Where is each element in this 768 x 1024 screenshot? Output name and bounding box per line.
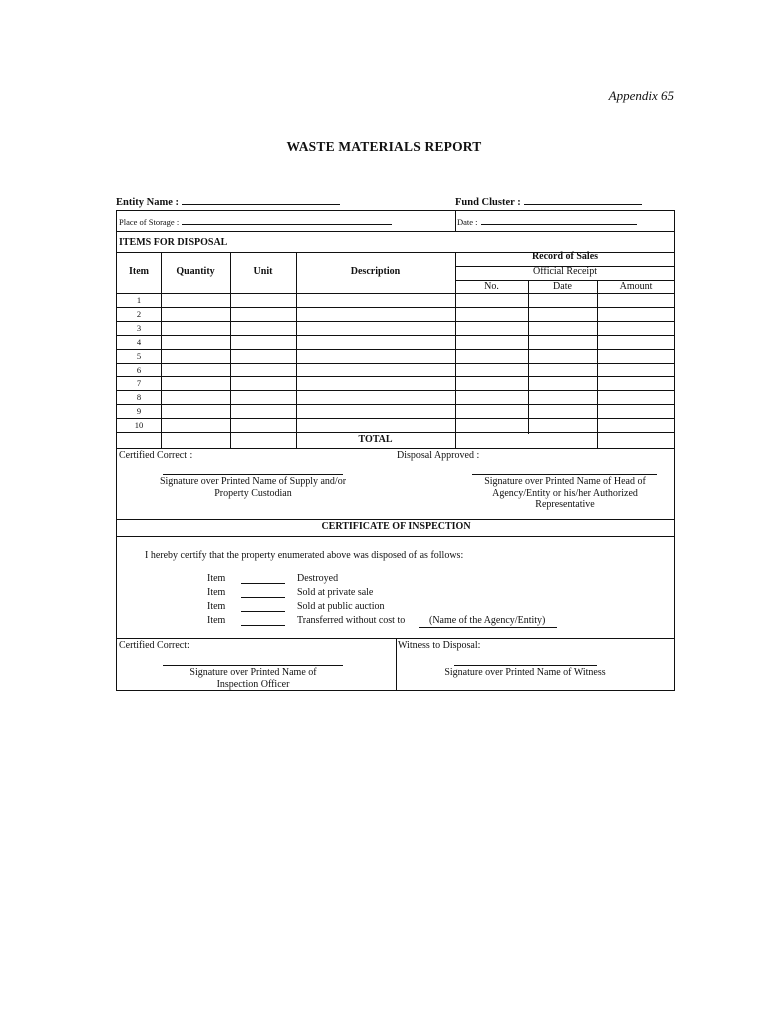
entity-name-label: Entity Name : <box>116 197 179 208</box>
signature-line-witness[interactable] <box>454 665 597 666</box>
divider <box>528 280 529 434</box>
divider <box>455 211 456 231</box>
disposal-quantity-blank[interactable] <box>241 583 285 584</box>
record-of-sales-header: Record of Sales <box>531 251 599 262</box>
row-number: 2 <box>136 308 142 319</box>
divider <box>117 231 674 232</box>
col-no-header: No. <box>484 281 499 292</box>
disposal-quantity-blank[interactable] <box>241 611 285 612</box>
official-receipt-header: Official Receipt <box>533 266 597 277</box>
agency-name-field[interactable]: (Name of the Agency/Entity) <box>419 615 557 628</box>
fund-cluster-line <box>524 194 642 205</box>
table-row[interactable] <box>117 376 674 377</box>
signature-caption-witness: Signature over Printed Name of Witness <box>444 667 606 678</box>
report-form <box>116 210 675 691</box>
disposal-approved-label: Disposal Approved : <box>397 450 480 461</box>
disposal-option-label: Destroyed <box>297 573 339 584</box>
signature-line-custodian[interactable] <box>163 474 343 475</box>
row-number: 6 <box>136 364 142 375</box>
certified-correct-label: Certified Correct : <box>119 450 193 461</box>
divider <box>117 519 674 520</box>
appendix-label: Appendix 65 <box>608 88 674 103</box>
entity-name-line <box>182 194 340 205</box>
row-number: 10 <box>134 420 144 431</box>
col-item-header: Item <box>129 266 149 277</box>
row-number: 3 <box>136 322 142 333</box>
disposal-item-label: Item <box>207 615 226 626</box>
date-line <box>481 216 637 225</box>
disposal-item-label: Item <box>207 601 226 612</box>
table-row[interactable] <box>117 349 674 350</box>
col-date-header: Date <box>553 281 572 292</box>
table-row[interactable] <box>117 390 674 391</box>
row-number: 5 <box>136 350 142 361</box>
row-number: 7 <box>136 378 142 389</box>
total-label: TOTAL <box>358 434 393 445</box>
signature-line-head[interactable] <box>472 474 657 475</box>
disposal-option-label: Sold at public auction <box>297 601 385 612</box>
entity-name-field[interactable] <box>116 194 340 208</box>
row-number: 1 <box>136 295 142 305</box>
place-of-storage-label: Place of Storage : <box>119 217 180 227</box>
row-number: 8 <box>136 392 142 403</box>
disposal-quantity-blank[interactable] <box>241 597 285 598</box>
place-of-storage-field[interactable] <box>119 216 392 227</box>
table-row[interactable] <box>117 363 674 364</box>
disposal-item-label: Item <box>207 587 226 598</box>
row-number: 9 <box>136 406 142 417</box>
items-for-disposal-heading: ITEMS FOR DISPOSAL <box>119 237 228 248</box>
row-number: 4 <box>136 336 142 347</box>
table-row[interactable] <box>117 418 674 419</box>
inspection-certified-correct-label: Certified Correct: <box>119 640 190 651</box>
signature-caption-inspection-officer: Signature over Printed Name of Inspection Officer <box>189 667 317 690</box>
table-row[interactable] <box>117 335 674 336</box>
signature-caption-head: Signature over Printed Name of Head of Agency/Entity or his/her Authorized Representative <box>484 476 646 510</box>
col-quantity-header: Quantity <box>176 266 215 277</box>
page-title: WASTE MATERIALS REPORT <box>286 139 482 154</box>
divider <box>597 280 598 448</box>
witness-label: Witness to Disposal: <box>398 640 481 651</box>
date-label: Date : <box>457 217 478 227</box>
inspection-statement: I hereby certify that the property enumerated above was disposed of as follows: <box>145 550 464 561</box>
signature-line-inspection-officer[interactable] <box>163 665 343 666</box>
divider <box>396 638 397 690</box>
disposal-item-label: Item <box>207 573 226 584</box>
table-row[interactable] <box>117 321 674 322</box>
table-row[interactable] <box>117 404 674 405</box>
signature-caption-custodian: Signature over Printed Name of Supply and/or Property Custodian <box>159 476 347 499</box>
disposal-option-label: Transferred without cost to <box>297 615 406 626</box>
col-description-header: Description <box>350 266 401 277</box>
place-of-storage-line <box>182 216 392 225</box>
col-amount-header: Amount <box>619 281 653 292</box>
fund-cluster-field[interactable] <box>455 194 642 208</box>
table-row[interactable] <box>117 432 674 433</box>
disposal-quantity-blank[interactable] <box>241 625 285 626</box>
certificate-of-inspection-heading: CERTIFICATE OF INSPECTION <box>321 521 471 532</box>
fund-cluster-label: Fund Cluster : <box>455 197 521 208</box>
col-unit-header: Unit <box>253 266 273 277</box>
divider <box>117 536 674 537</box>
date-field[interactable] <box>457 216 637 227</box>
table-row[interactable] <box>117 307 674 308</box>
disposal-option-label: Sold at private sale <box>297 587 374 598</box>
divider <box>117 448 674 449</box>
divider <box>117 293 674 294</box>
